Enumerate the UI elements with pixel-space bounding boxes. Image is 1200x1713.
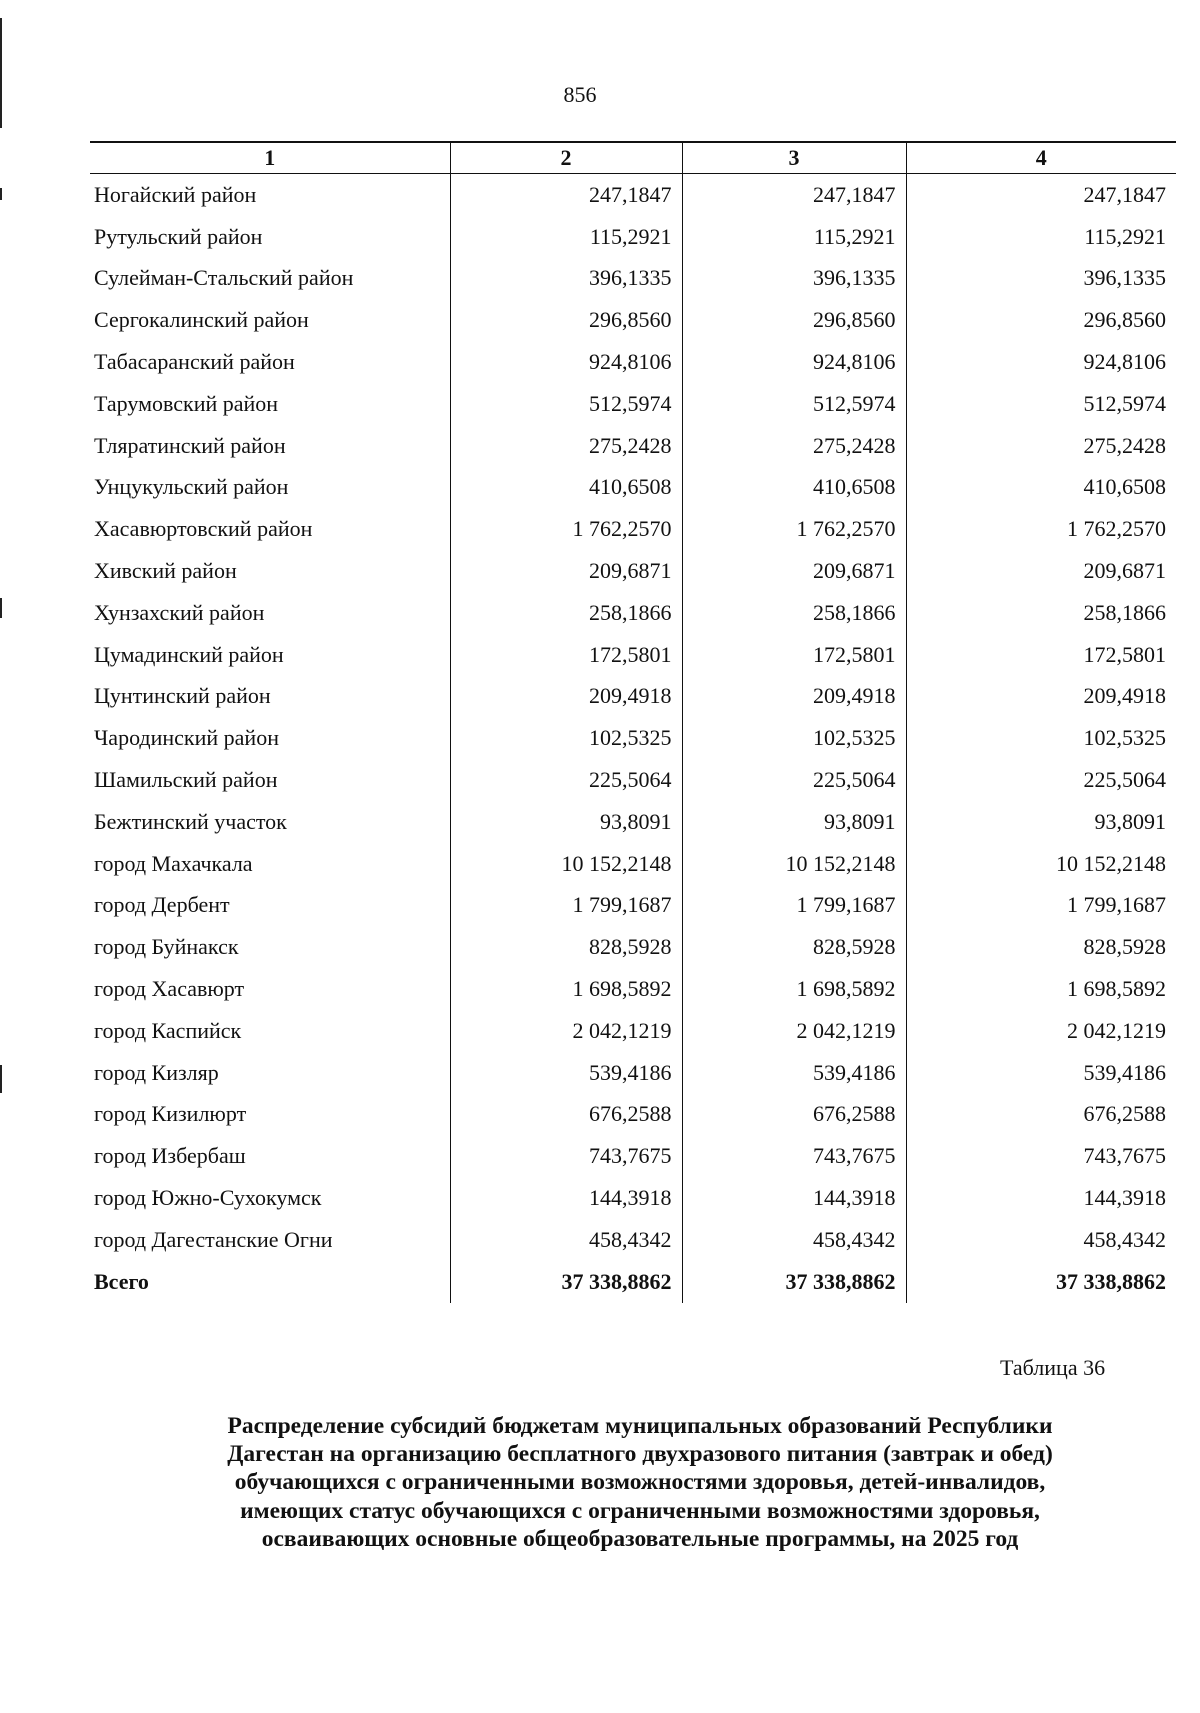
amount-cell-col4: 209,6871 (906, 550, 1176, 592)
municipality-name-cell: Сергокалинский район (94, 307, 309, 333)
amount-cell-col3: 37 338,8862 (682, 1261, 906, 1303)
amount-cell-col3: 828,5928 (682, 926, 906, 968)
municipality-name-cell: город Буйнакск (94, 934, 239, 960)
amount-cell-col4: 10 152,2148 (906, 843, 1176, 885)
amount-cell-col3: 743,7675 (682, 1135, 906, 1177)
amount-cell-col4: 539,4186 (906, 1052, 1176, 1094)
amount-cell-col2: 458,4342 (450, 1219, 682, 1261)
amount-cell-col3: 458,4342 (682, 1219, 906, 1261)
table-row (90, 801, 1176, 843)
amount-cell-col2: 296,8560 (450, 299, 682, 341)
amount-cell-col3: 1 698,5892 (682, 968, 906, 1010)
subsidy-table (90, 141, 1176, 1303)
municipality-name-cell: Бежтинский участок (94, 808, 287, 834)
scan-edge-mark (0, 18, 2, 128)
amount-cell-col2: 247,1847 (450, 174, 682, 216)
amount-cell-col2: 209,6871 (450, 550, 682, 592)
scan-edge-mark (0, 1065, 2, 1093)
amount-cell-col3: 209,6871 (682, 550, 906, 592)
table-row (90, 717, 1176, 759)
amount-cell-col4: 144,3918 (906, 1177, 1176, 1219)
amount-cell-col2: 512,5974 (450, 383, 682, 425)
amount-cell-col3: 539,4186 (682, 1052, 906, 1094)
amount-cell-col4: 296,8560 (906, 299, 1176, 341)
amount-cell-col4: 743,7675 (906, 1135, 1176, 1177)
table-row (90, 968, 1176, 1010)
amount-cell-col4: 924,8106 (906, 341, 1176, 383)
amount-cell-col4: 247,1847 (906, 174, 1176, 216)
amount-cell-col4: 396,1335 (906, 258, 1176, 300)
table-caption: Таблица 36 (1000, 1355, 1106, 1380)
amount-cell-col2: 144,3918 (450, 1177, 682, 1219)
table-body (90, 174, 1176, 1303)
amount-cell-col3: 209,4918 (682, 676, 906, 718)
amount-cell-col4: 275,2428 (906, 425, 1176, 467)
municipality-name-cell: город Кизляр (94, 1059, 219, 1085)
amount-cell-col2: 1 698,5892 (450, 968, 682, 1010)
column-header: 1 (90, 142, 450, 174)
amount-cell-col4: 172,5801 (906, 634, 1176, 676)
amount-cell-col2: 396,1335 (450, 258, 682, 300)
municipality-name-cell: Цумадинский район (94, 641, 284, 667)
table-row (90, 1135, 1176, 1177)
table-row (90, 341, 1176, 383)
amount-cell-col3: 410,6508 (682, 467, 906, 509)
amount-cell-col3: 296,8560 (682, 299, 906, 341)
scan-edge-mark (0, 598, 2, 618)
amount-cell-col2: 172,5801 (450, 634, 682, 676)
municipality-name-cell: город Махачкала (94, 850, 253, 876)
table-title-line: Распределение субсидий бюджетам муниципальных образований Республики (227, 1413, 1053, 1439)
municipality-name-cell: Цунтинский район (94, 683, 271, 709)
amount-cell-col4: 410,6508 (906, 467, 1176, 509)
table-row (90, 885, 1176, 927)
table-title-line: обучающихся с ограниченными возможностями здоровья, детей-инвалидов, (234, 1469, 1046, 1496)
amount-cell-col3: 115,2921 (682, 216, 906, 258)
amount-cell-col2: 539,4186 (450, 1052, 682, 1094)
amount-cell-col2: 676,2588 (450, 1094, 682, 1136)
amount-cell-col3: 2 042,1219 (682, 1010, 906, 1052)
amount-cell-col2: 258,1866 (450, 592, 682, 634)
municipality-name-cell: город Кизилюрт (94, 1101, 247, 1127)
municipality-name-cell: город Дербент (94, 892, 230, 918)
table-title (150, 1412, 1130, 1553)
amount-cell-col4: 512,5974 (906, 383, 1176, 425)
amount-cell-col3: 1 799,1687 (682, 885, 906, 927)
amount-cell-col3: 512,5974 (682, 383, 906, 425)
amount-cell-col4: 1 762,2570 (906, 508, 1176, 550)
amount-cell-col4: 458,4342 (906, 1219, 1176, 1261)
table-row (90, 592, 1176, 634)
table-row (90, 1052, 1176, 1094)
amount-cell-col2: 102,5325 (450, 717, 682, 759)
municipality-name-cell: Всего (94, 1268, 149, 1294)
municipality-name-cell: Унцукульский район (94, 474, 289, 500)
municipality-name-cell: Сулейман-Стальский район (94, 265, 354, 291)
table-row (90, 258, 1176, 300)
municipality-name-cell: Чародинский район (94, 725, 279, 751)
municipality-name-cell: Рутульский район (94, 223, 263, 249)
amount-cell-col2: 1 799,1687 (450, 885, 682, 927)
amount-cell-col3: 1 762,2570 (682, 508, 906, 550)
municipality-name-cell: город Каспийск (94, 1017, 242, 1043)
amount-cell-col3: 396,1335 (682, 258, 906, 300)
municipality-name-cell: Табасаранский район (94, 349, 295, 375)
table-header-row (90, 142, 1176, 174)
table-row (90, 1177, 1176, 1219)
table-row (90, 216, 1176, 258)
page-number: 856 (563, 82, 597, 107)
amount-cell-col2: 225,5064 (450, 759, 682, 801)
amount-cell-col3: 144,3918 (682, 1177, 906, 1219)
amount-cell-col4: 102,5325 (906, 717, 1176, 759)
amount-cell-col3: 172,5801 (682, 634, 906, 676)
municipality-name-cell: Хасавюртовский район (94, 516, 313, 542)
amount-cell-col3: 225,5064 (682, 759, 906, 801)
amount-cell-col4: 258,1866 (906, 592, 1176, 634)
table-row (90, 467, 1176, 509)
amount-cell-col3: 275,2428 (682, 425, 906, 467)
table-row (90, 926, 1176, 968)
municipality-name-cell: Ногайский район (94, 181, 257, 207)
amount-cell-col4: 225,5064 (906, 759, 1176, 801)
amount-cell-col4: 1 698,5892 (906, 968, 1176, 1010)
table-row (90, 508, 1176, 550)
table-row (90, 174, 1176, 216)
amount-cell-col2: 410,6508 (450, 467, 682, 509)
amount-cell-col3: 258,1866 (682, 592, 906, 634)
table-row (90, 299, 1176, 341)
amount-cell-col4: 2 042,1219 (906, 1010, 1176, 1052)
municipality-name-cell: город Избербаш (94, 1143, 246, 1169)
table-row (90, 634, 1176, 676)
table-row (90, 843, 1176, 885)
table-row (90, 1094, 1176, 1136)
amount-cell-col4: 209,4918 (906, 676, 1176, 718)
amount-cell-col4: 37 338,8862 (906, 1261, 1176, 1303)
municipality-name-cell: город Южно-Сухокумск (94, 1185, 322, 1211)
table-row (90, 676, 1176, 718)
amount-cell-col4: 93,8091 (906, 801, 1176, 843)
scan-edge-mark (0, 188, 2, 200)
amount-cell-col2: 828,5928 (450, 926, 682, 968)
table-row (90, 383, 1176, 425)
table-row (90, 1219, 1176, 1261)
table-title-line: осваивающих основные общеобразовательные программы, на 2025 год (261, 1525, 1019, 1552)
amount-cell-col3: 102,5325 (682, 717, 906, 759)
table-title-line: имеющих статус обучающихся с ограниченными возможностями здоровья, (240, 1497, 1040, 1524)
amount-cell-col4: 115,2921 (906, 216, 1176, 258)
municipality-name-cell: Тарумовский район (94, 390, 279, 416)
amount-cell-col2: 924,8106 (450, 341, 682, 383)
amount-cell-col4: 828,5928 (906, 926, 1176, 968)
column-header: 3 (682, 142, 906, 174)
amount-cell-col2: 743,7675 (450, 1135, 682, 1177)
municipality-name-cell: Хунзахский район (94, 599, 265, 625)
amount-cell-col2: 93,8091 (450, 801, 682, 843)
amount-cell-col4: 1 799,1687 (906, 885, 1176, 927)
amount-cell-col3: 93,8091 (682, 801, 906, 843)
municipality-name-cell: город Дагестанские Огни (94, 1226, 333, 1252)
amount-cell-col2: 2 042,1219 (450, 1010, 682, 1052)
municipality-name-cell: Хивский район (94, 558, 237, 584)
table-row (90, 425, 1176, 467)
municipality-name-cell: город Хасавюрт (94, 976, 245, 1002)
total-row (90, 1261, 1176, 1303)
amount-cell-col2: 115,2921 (450, 216, 682, 258)
amount-cell-col3: 676,2588 (682, 1094, 906, 1136)
table-row (90, 759, 1176, 801)
table-row (90, 550, 1176, 592)
table-title-line: Дагестан на организацию бесплатного двухразового питания (завтрак и обед) (227, 1441, 1053, 1468)
amount-cell-col3: 247,1847 (682, 174, 906, 216)
amount-cell-col2: 37 338,8862 (450, 1261, 682, 1303)
amount-cell-col4: 676,2588 (906, 1094, 1176, 1136)
table-row (90, 1010, 1176, 1052)
municipality-name-cell: Тляратинский район (94, 432, 286, 458)
amount-cell-col2: 275,2428 (450, 425, 682, 467)
column-header: 2 (450, 142, 682, 174)
municipality-name-cell: Шамильский район (94, 767, 278, 793)
amount-cell-col2: 1 762,2570 (450, 508, 682, 550)
amount-cell-col3: 924,8106 (682, 341, 906, 383)
amount-cell-col2: 10 152,2148 (450, 843, 682, 885)
column-header: 4 (906, 142, 1176, 174)
amount-cell-col3: 10 152,2148 (682, 843, 906, 885)
amount-cell-col2: 209,4918 (450, 676, 682, 718)
